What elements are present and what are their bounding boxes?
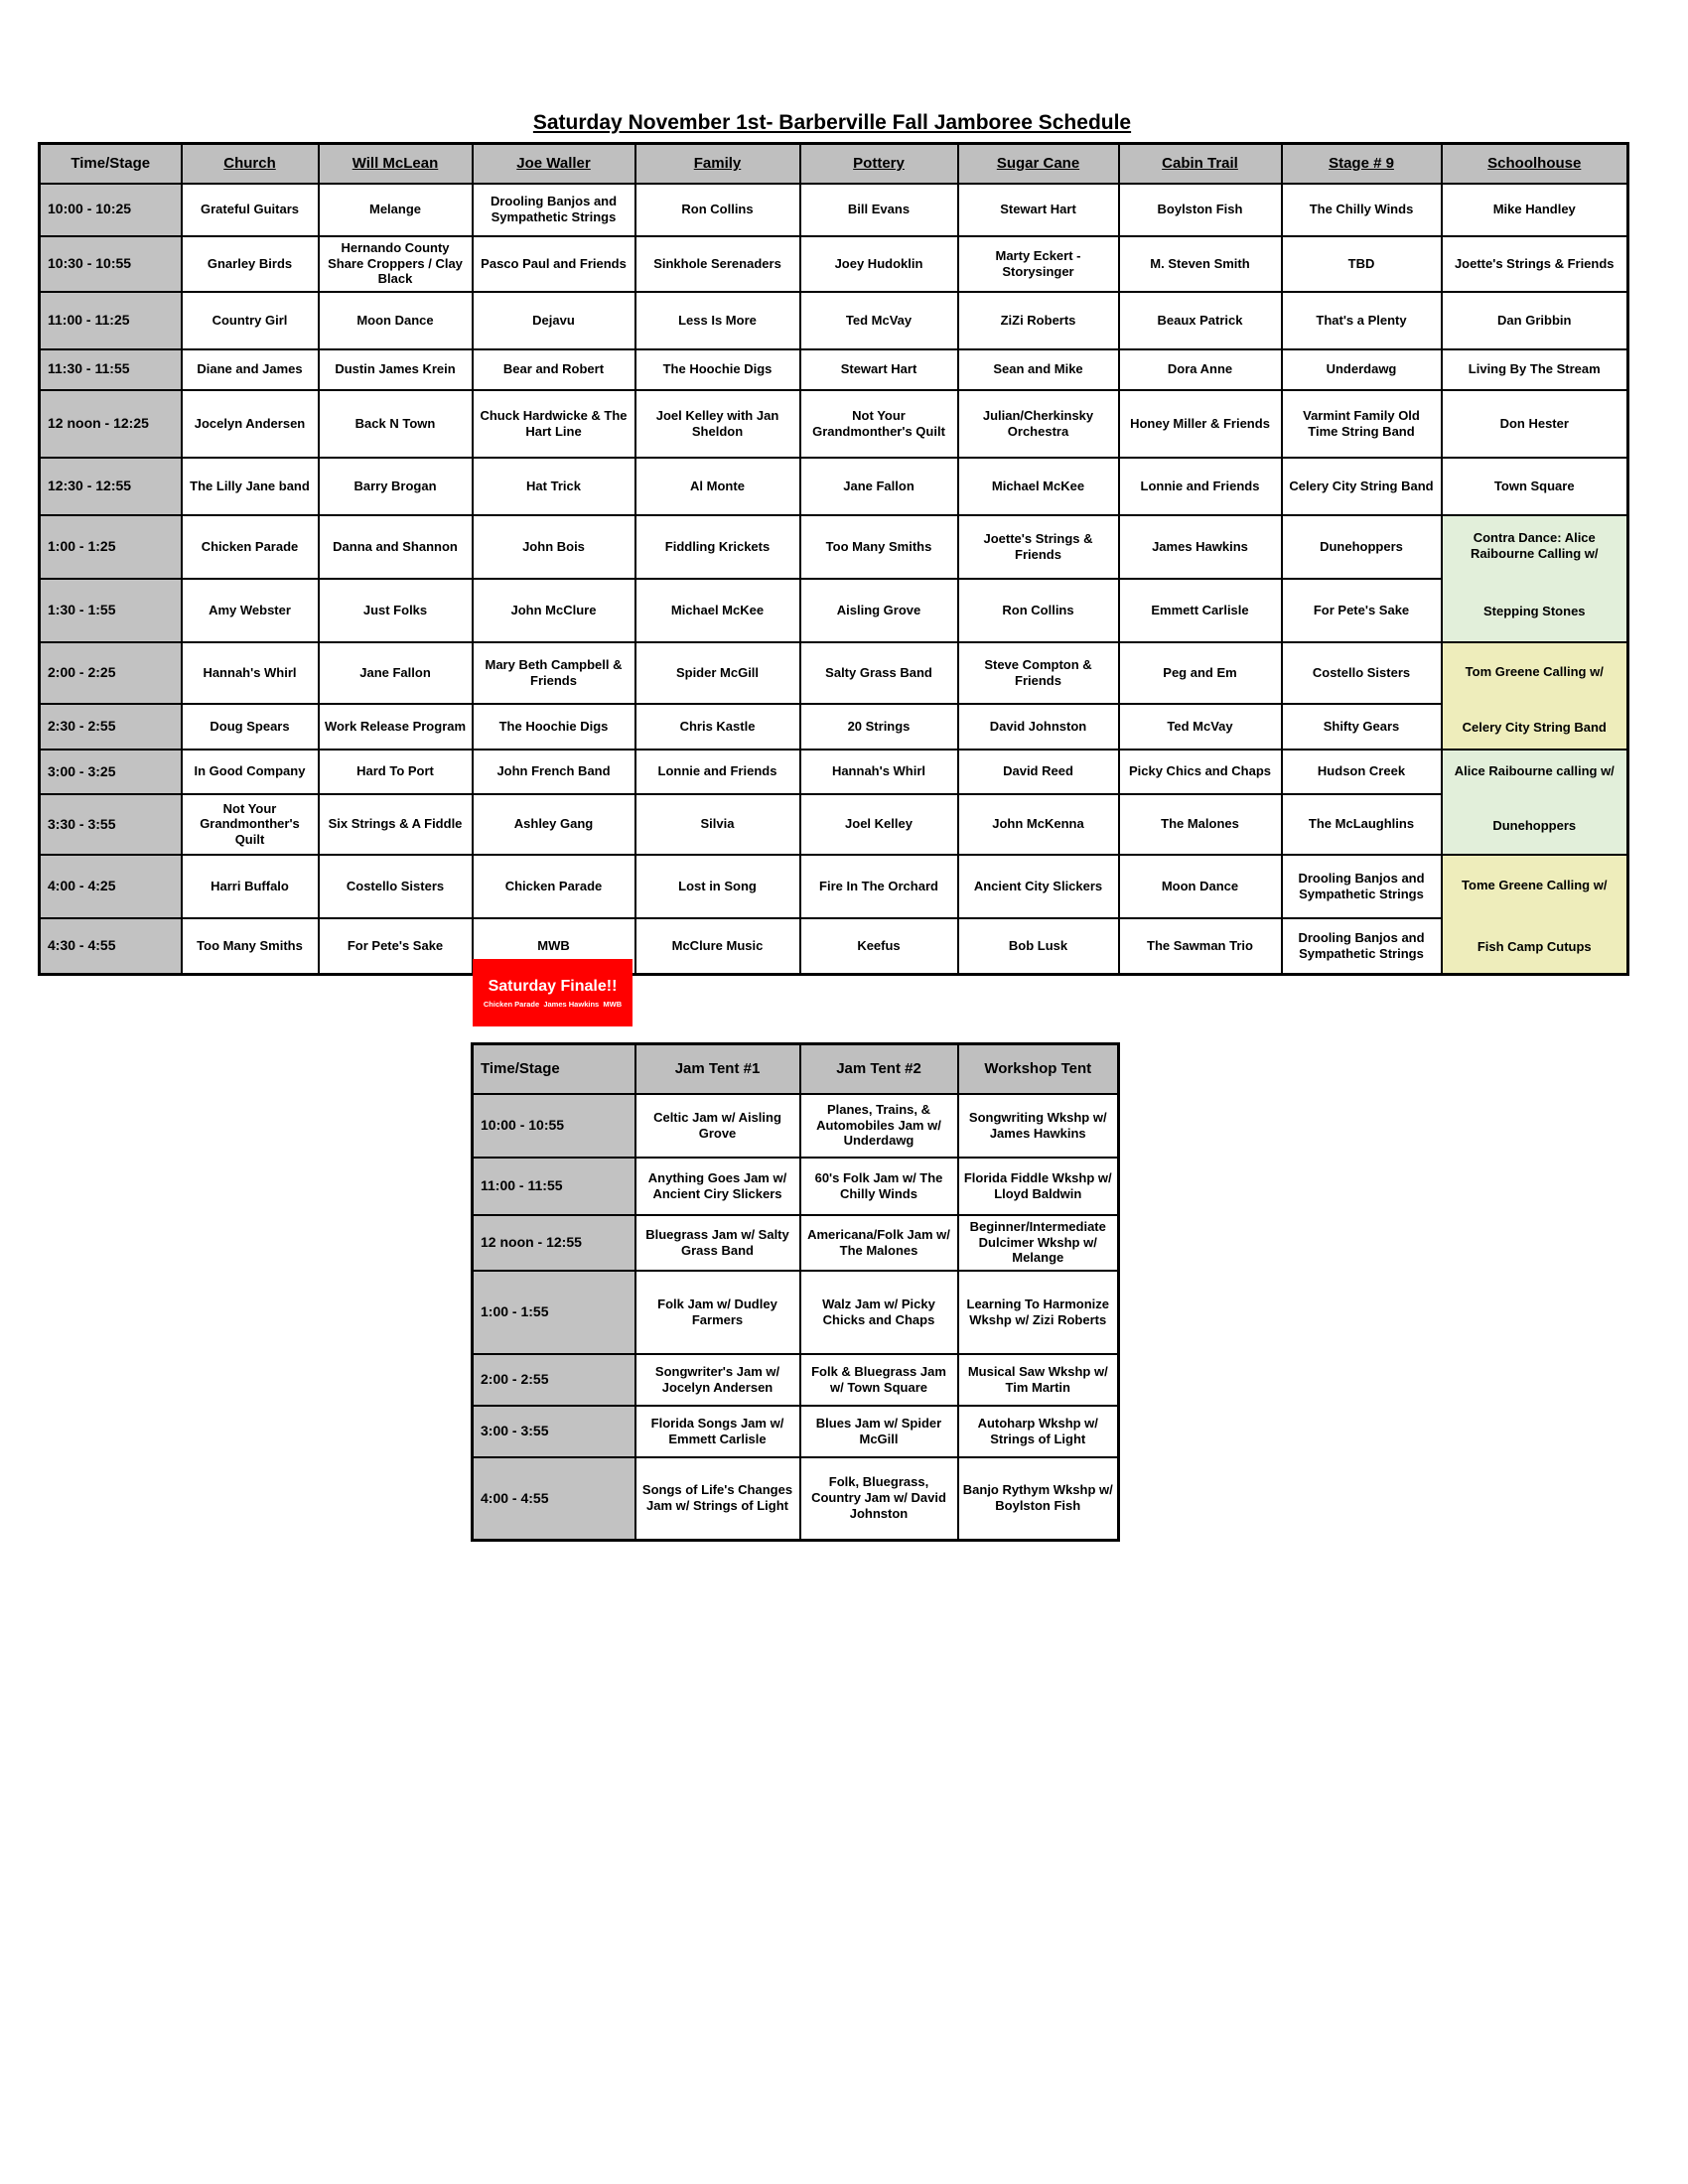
table-row (40, 292, 1628, 349)
schedule-cell: Bill Evans (800, 184, 958, 236)
schedule-cell: Ron Collins (635, 184, 800, 236)
schoolhouse-block-cell (1442, 642, 1628, 750)
time-cell: 4:00 - 4:55 (473, 1457, 635, 1541)
schedule-cell: Fire In The Orchard (800, 855, 958, 918)
time-cell: 2:00 - 2:55 (473, 1354, 635, 1406)
table-row (473, 1271, 1119, 1354)
schedule-cell: Mike Handley (1442, 184, 1628, 236)
block-inner (1447, 857, 1623, 972)
schedule-cell: Ted McVay (1119, 704, 1282, 750)
table-row (40, 642, 1628, 704)
schedule-cell: Folk & Bluegrass Jam w/ Town Square (800, 1354, 958, 1406)
schedule-cell: M. Steven Smith (1119, 236, 1282, 292)
schedule-cell: Joel Kelley with Jan Sheldon (635, 390, 800, 458)
table-row (40, 794, 1628, 854)
time-cell: 1:00 - 1:25 (40, 515, 182, 579)
schedule-cell: Chicken Parade (182, 515, 319, 579)
schedule-cell: James Hawkins (1119, 515, 1282, 579)
schedule-cell: Folk, Bluegrass, Country Jam w/ David Johnston (800, 1457, 958, 1541)
schedule-cell: MWB (473, 918, 635, 974)
schedule-cell: Town Square (1442, 458, 1628, 515)
table-row (40, 349, 1628, 390)
schedule-cell: Planes, Trains, & Automobiles Jam w/ Underdawg (800, 1094, 958, 1158)
schedule-cell: The McLaughlins (1282, 794, 1442, 854)
time-cell: 1:30 - 1:55 (40, 579, 182, 642)
time-cell: 11:00 - 11:25 (40, 292, 182, 349)
schedule-cell: Hard To Port (319, 750, 473, 795)
schedule-cell: Anything Goes Jam w/ Ancient Ciry Slickers (635, 1158, 800, 1215)
schedule-cell: Six Strings & A Fiddle (319, 794, 473, 854)
schedule-cell: David Johnston (958, 704, 1119, 750)
schedule-cell: The Hoochie Digs (473, 704, 635, 750)
schedule-cell: Sinkhole Serenaders (635, 236, 800, 292)
schedule-cell: Songwriter's Jam w/ Jocelyn Andersen (635, 1354, 800, 1406)
schedule-cell: Ron Collins (958, 579, 1119, 642)
stage-header-cell: Jam Tent #2 (800, 1044, 958, 1094)
time-cell: 4:30 - 4:55 (40, 918, 182, 974)
stage-header-cell: Will McLean (319, 144, 473, 184)
time-cell: 4:00 - 4:25 (40, 855, 182, 918)
schedule-cell: Celery City String Band (1282, 458, 1442, 515)
table-row (40, 704, 1628, 750)
schedule-cell: Sean and Mike (958, 349, 1119, 390)
stage-header-cell: Family (635, 144, 800, 184)
schedule-cell: Keefus (800, 918, 958, 974)
schedule-cell: Emmett Carlisle (1119, 579, 1282, 642)
schedule-cell: Silvia (635, 794, 800, 854)
schedule-cell: Ancient City Slickers (958, 855, 1119, 918)
schedule-cell: In Good Company (182, 750, 319, 795)
table-row (40, 390, 1628, 458)
schedule-cell: Varmint Family Old Time String Band (1282, 390, 1442, 458)
schedule-cell: Lonnie and Friends (1119, 458, 1282, 515)
schedule-cell: Banjo Rythym Wkshp w/ Boylston Fish (958, 1457, 1119, 1541)
schedule-cell: Amy Webster (182, 579, 319, 642)
schedule-cell: Joette's Strings & Friends (1442, 236, 1628, 292)
schedule-cell: Moon Dance (319, 292, 473, 349)
schedule-cell: The Lilly Jane band (182, 458, 319, 515)
schedule-cell: Not Your Grandmonther's Quilt (800, 390, 958, 458)
time-cell: 3:00 - 3:25 (40, 750, 182, 795)
stage-header-cell: Stage # 9 (1282, 144, 1442, 184)
schedule-cell: Florida Songs Jam w/ Emmett Carlisle (635, 1406, 800, 1457)
schedule-cell: Joey Hudoklin (800, 236, 958, 292)
finale-title: Saturday Finale!! (488, 977, 618, 995)
schedule-cell: Dustin James Krein (319, 349, 473, 390)
schedule-cell: Marty Eckert - Storysinger (958, 236, 1119, 292)
table-row (40, 236, 1628, 292)
table-row (40, 515, 1628, 579)
schedule-cell: Autoharp Wkshp w/ Strings of Light (958, 1406, 1119, 1457)
schedule-cell: Drooling Banjos and Sympathetic Strings (1282, 918, 1442, 974)
schedule-cell: Dan Gribbin (1442, 292, 1628, 349)
schedule-cell: Ted McVay (800, 292, 958, 349)
table-row (473, 1354, 1119, 1406)
schedule-cell: Michael McKee (958, 458, 1119, 515)
schedule-cell: The Malones (1119, 794, 1282, 854)
schedule-cell: ZiZi Roberts (958, 292, 1119, 349)
schedule-cell: Shifty Gears (1282, 704, 1442, 750)
schedule-cell: Chuck Hardwicke & The Hart Line (473, 390, 635, 458)
stage-header-cell: Pottery (800, 144, 958, 184)
table-row (473, 1406, 1119, 1457)
schedule-cell: Fiddling Krickets (635, 515, 800, 579)
table-row (473, 1158, 1119, 1215)
schedule-cell: Songs of Life's Changes Jam w/ Strings of Light (635, 1457, 800, 1541)
stage-header-cell: Church (182, 144, 319, 184)
schedule-cell: Jane Fallon (319, 642, 473, 704)
schoolhouse-block-cell (1442, 855, 1628, 975)
schedule-cell: Costello Sisters (1282, 642, 1442, 704)
schedule-cell: Celtic Jam w/ Aisling Grove (635, 1094, 800, 1158)
schedule-cell: Hudson Creek (1282, 750, 1442, 795)
schedule-cell: Hannah's Whirl (800, 750, 958, 795)
time-cell: 3:30 - 3:55 (40, 794, 182, 854)
schedule-cell: Steve Compton & Friends (958, 642, 1119, 704)
stage-header-cell: Schoolhouse (1442, 144, 1628, 184)
time-cell: 2:30 - 2:55 (40, 704, 182, 750)
schedule-cell: Doug Spears (182, 704, 319, 750)
schedule-cell: Boylston Fish (1119, 184, 1282, 236)
time-cell: 12 noon - 12:55 (473, 1215, 635, 1271)
schedule-cell: Bob Lusk (958, 918, 1119, 974)
finale-banner (473, 959, 633, 1026)
schedule-cell: Joette's Strings & Friends (958, 515, 1119, 579)
schedule-cell: Grateful Guitars (182, 184, 319, 236)
schedule-cell: Moon Dance (1119, 855, 1282, 918)
schedule-cell: Dora Anne (1119, 349, 1282, 390)
schedule-cell: Hernando County Share Croppers / Clay Black (319, 236, 473, 292)
schedule-cell: Musical Saw Wkshp w/ Tim Martin (958, 1354, 1119, 1406)
schedule-cell: David Reed (958, 750, 1119, 795)
schedule-cell: Too Many Smiths (182, 918, 319, 974)
schedule-cell: Songwriting Wkshp w/ James Hawkins (958, 1094, 1119, 1158)
schedule-cell: Al Monte (635, 458, 800, 515)
time-cell: 10:00 - 10:25 (40, 184, 182, 236)
schedule-cell: Gnarley Birds (182, 236, 319, 292)
schedule-cell: Peg and Em (1119, 642, 1282, 704)
schedule-cell: Stewart Hart (958, 184, 1119, 236)
block-band-line: Stepping Stones (1482, 603, 1586, 618)
schedule-cell: Jocelyn Andersen (182, 390, 319, 458)
jam-workshop-table (471, 1042, 1120, 1542)
time-cell: 3:00 - 3:55 (473, 1406, 635, 1457)
schedule-cell: Picky Chics and Chaps (1119, 750, 1282, 795)
schedule-cell: Americana/Folk Jam w/ The Malones (800, 1215, 958, 1271)
schedule-cell: Harri Buffalo (182, 855, 319, 918)
table-row (40, 918, 1628, 974)
schedule-cell: Chris Kastle (635, 704, 800, 750)
schedule-cell: The Chilly Winds (1282, 184, 1442, 236)
schedule-cell: Just Folks (319, 579, 473, 642)
schedule-cell: Don Hester (1442, 390, 1628, 458)
time-stage-header-cell: Time/Stage (40, 144, 182, 184)
table-row (40, 579, 1628, 642)
block-caller-line: Tome Greene Calling w/ (1462, 877, 1608, 892)
schoolhouse-block-cell (1442, 515, 1628, 642)
schedule-cell: McClure Music (635, 918, 800, 974)
time-cell: 2:00 - 2:25 (40, 642, 182, 704)
table-row (473, 1094, 1119, 1158)
stage-header-cell: Sugar Cane (958, 144, 1119, 184)
time-stage-header-cell: Time/Stage (473, 1044, 635, 1094)
block-inner (1447, 751, 1623, 853)
schedule-cell: John McClure (473, 579, 635, 642)
table-row (473, 1215, 1119, 1271)
schedule-cell: John French Band (473, 750, 635, 795)
stage-header-cell: Jam Tent #1 (635, 1044, 800, 1094)
block-caller-line: Alice Raibourne calling w/ (1454, 762, 1615, 778)
table-row (40, 458, 1628, 515)
schedule-cell: Jane Fallon (800, 458, 958, 515)
schedule-cell: Danna and Shannon (319, 515, 473, 579)
schedule-cell: 20 Strings (800, 704, 958, 750)
schedule-cell: Michael McKee (635, 579, 800, 642)
stage-header-cell: Joe Waller (473, 144, 635, 184)
block-band-line: Dunehoppers (1492, 817, 1577, 833)
time-cell: 11:00 - 11:55 (473, 1158, 635, 1215)
schedule-cell: Lonnie and Friends (635, 750, 800, 795)
schedule-cell: Hat Trick (473, 458, 635, 515)
schedule-cell: Beaux Patrick (1119, 292, 1282, 349)
schedule-cell: Ashley Gang (473, 794, 635, 854)
schedule-cell: That's a Plenty (1282, 292, 1442, 349)
stage-header-cell: Workshop Tent (958, 1044, 1119, 1094)
table-row (40, 750, 1628, 795)
schedule-cell: Hannah's Whirl (182, 642, 319, 704)
schedule-cell: Barry Brogan (319, 458, 473, 515)
schedule-cell: Not Your Grandmonther's Quilt (182, 794, 319, 854)
time-cell: 1:00 - 1:55 (473, 1271, 635, 1354)
schedule-cell: Aisling Grove (800, 579, 958, 642)
block-inner (1447, 644, 1623, 748)
schedule-cell: TBD (1282, 236, 1442, 292)
schedule-cell: Walz Jam w/ Picky Chicks and Chaps (800, 1271, 958, 1354)
schedule-cell: Living By The Stream (1442, 349, 1628, 390)
time-cell: 12:30 - 12:55 (40, 458, 182, 515)
block-band-line: Celery City String Band (1462, 719, 1607, 735)
schedule-cell: Honey Miller & Friends (1119, 390, 1282, 458)
schoolhouse-block-cell (1442, 750, 1628, 855)
schedule-cell: Lost in Song (635, 855, 800, 918)
time-cell: 11:30 - 11:55 (40, 349, 182, 390)
schedule-cell: Dunehoppers (1282, 515, 1442, 579)
schedule-cell: Underdawg (1282, 349, 1442, 390)
schedule-cell: Spider McGill (635, 642, 800, 704)
schedule-cell: Chicken Parade (473, 855, 635, 918)
block-band-line: Fish Camp Cutups (1477, 938, 1592, 954)
schedule-cell: Costello Sisters (319, 855, 473, 918)
stage-header-cell: Cabin Trail (1119, 144, 1282, 184)
table-row (473, 1457, 1119, 1541)
block-caller-line: Tom Greene Calling w/ (1465, 663, 1604, 679)
schedule-cell: Bear and Robert (473, 349, 635, 390)
schedule-cell: Drooling Banjos and Sympathetic Strings (473, 184, 635, 236)
block-caller-line: Contra Dance: Alice Raibourne Calling w/ (1470, 529, 1599, 561)
schedule-cell: John McKenna (958, 794, 1119, 854)
schedule-cell: Work Release Program (319, 704, 473, 750)
main-schedule-table (38, 142, 1629, 976)
schedule-cell: For Pete's Sake (319, 918, 473, 974)
schedule-cell: Learning To Harmonize Wkshp w/ Zizi Roberts (958, 1271, 1119, 1354)
time-cell: 10:00 - 10:55 (473, 1094, 635, 1158)
table-row (40, 855, 1628, 918)
schedule-cell: Back N Town (319, 390, 473, 458)
schedule-cell: Folk Jam w/ Dudley Farmers (635, 1271, 800, 1354)
schedule-cell: Country Girl (182, 292, 319, 349)
schedule-cell: Beginner/Intermediate Dulcimer Wkshp w/ Melange (958, 1215, 1119, 1271)
schedule-cell: Florida Fiddle Wkshp w/ Lloyd Baldwin (958, 1158, 1119, 1215)
schedule-cell: For Pete's Sake (1282, 579, 1442, 642)
time-cell: 10:30 - 10:55 (40, 236, 182, 292)
schedule-cell: Julian/Cherkinsky Orchestra (958, 390, 1119, 458)
schedule-cell: Pasco Paul and Friends (473, 236, 635, 292)
table-row (40, 184, 1628, 236)
schedule-cell: John Bois (473, 515, 635, 579)
schedule-cell: Blues Jam w/ Spider McGill (800, 1406, 958, 1457)
block-inner (1447, 517, 1623, 640)
page-title: Saturday November 1st- Barberville Fall Jamboree Schedule (532, 111, 1132, 134)
schedule-cell: Salty Grass Band (800, 642, 958, 704)
schedule-cell: Melange (319, 184, 473, 236)
schedule-cell: The Sawman Trio (1119, 918, 1282, 974)
schedule-cell: Drooling Banjos and Sympathetic Strings (1282, 855, 1442, 918)
schedule-cell: Bluegrass Jam w/ Salty Grass Band (635, 1215, 800, 1271)
schedule-cell: 60's Folk Jam w/ The Chilly Winds (800, 1158, 958, 1215)
schedule-cell: Mary Beth Campbell & Friends (473, 642, 635, 704)
time-cell: 12 noon - 12:25 (40, 390, 182, 458)
schedule-cell: Stewart Hart (800, 349, 958, 390)
schedule-cell: Too Many Smiths (800, 515, 958, 579)
finale-subtitle: Chicken Parade James Hawkins MWB (483, 999, 623, 1009)
schedule-cell: Less Is More (635, 292, 800, 349)
schedule-cell: The Hoochie Digs (635, 349, 800, 390)
schedule-cell: Diane and James (182, 349, 319, 390)
schedule-cell: Dejavu (473, 292, 635, 349)
schedule-cell: Joel Kelley (800, 794, 958, 854)
